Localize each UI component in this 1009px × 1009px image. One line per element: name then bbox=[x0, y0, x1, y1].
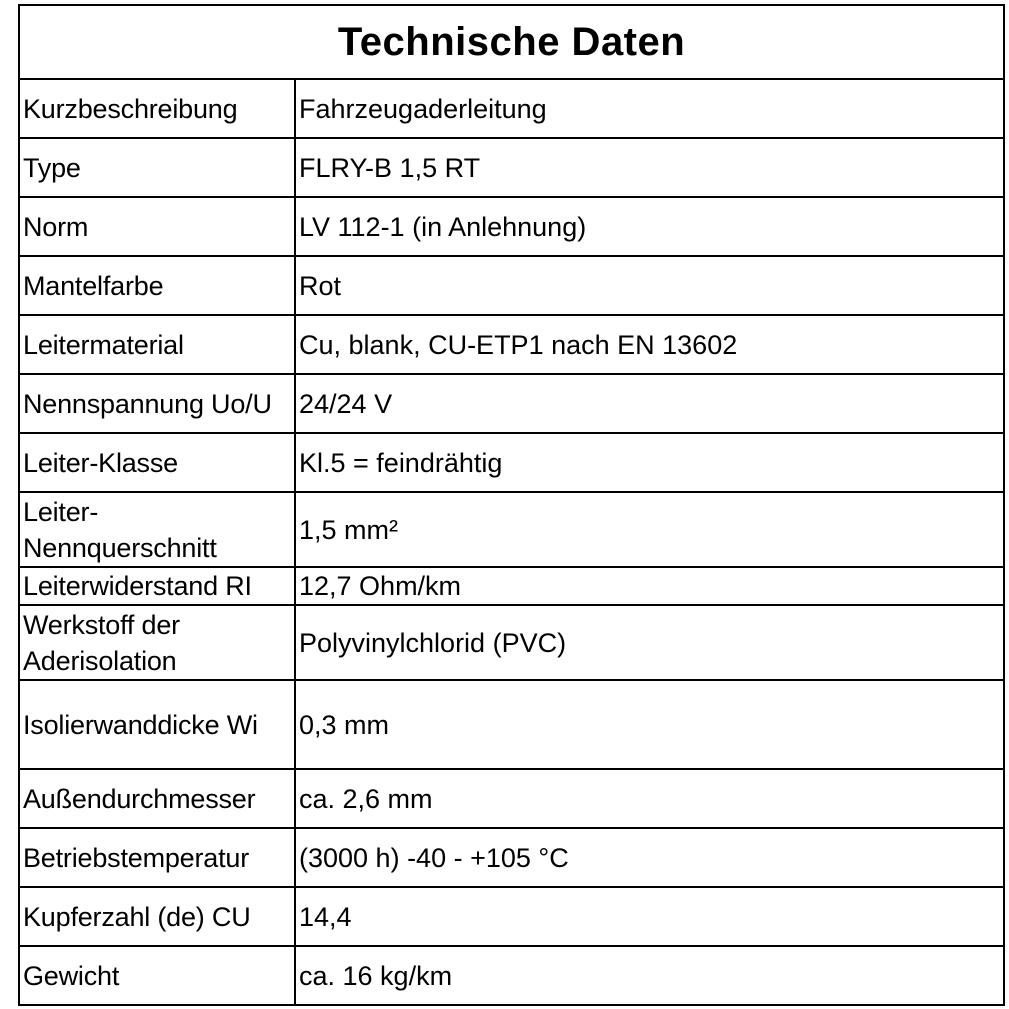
row-label: Leiterwiderstand RI bbox=[19, 567, 295, 605]
table-row bbox=[19, 605, 1004, 680]
table-row bbox=[19, 567, 1004, 605]
table-row bbox=[19, 315, 1004, 374]
table-row bbox=[19, 256, 1004, 315]
row-value: (3000 h) -40 - +105 °C bbox=[295, 828, 1004, 887]
table-row bbox=[19, 197, 1004, 256]
row-label bbox=[19, 492, 295, 567]
row-label-line: Werkstoff der bbox=[23, 609, 180, 640]
row-value: LV 112-1 (in Anlehnung) bbox=[295, 197, 1004, 256]
row-value: FLRY-B 1,5 RT bbox=[295, 138, 1004, 197]
row-label bbox=[19, 605, 295, 680]
row-value: 14,4 bbox=[295, 887, 1004, 946]
row-value: Fahrzeugaderleitung bbox=[295, 79, 1004, 138]
row-label: Betriebstemperatur bbox=[19, 828, 295, 887]
row-value: 1,5 mm² bbox=[295, 492, 1004, 567]
row-value: ca. 2,6 mm bbox=[295, 769, 1004, 828]
table-row bbox=[19, 828, 1004, 887]
table-row bbox=[19, 138, 1004, 197]
row-label-line: Leiter- bbox=[23, 496, 99, 527]
row-label: Mantelfarbe bbox=[19, 256, 295, 315]
technical-data-table bbox=[18, 4, 1005, 1006]
row-value: Rot bbox=[295, 256, 1004, 315]
row-value: 24/24 V bbox=[295, 374, 1004, 433]
table-row bbox=[19, 769, 1004, 828]
row-value: 0,3 mm bbox=[295, 680, 1004, 769]
table-row bbox=[19, 887, 1004, 946]
row-value: Polyvinylchlorid (PVC) bbox=[295, 605, 1004, 680]
row-label: Nennspannung Uo/U bbox=[19, 374, 295, 433]
row-value: Kl.5 = feindrähtig bbox=[295, 433, 1004, 492]
row-label: Norm bbox=[19, 197, 295, 256]
row-label-line: Nennquerschnitt bbox=[23, 532, 217, 563]
row-value: 12,7 Ohm/km bbox=[295, 567, 1004, 605]
row-value: ca. 16 kg/km bbox=[295, 946, 1004, 1005]
table-title-row bbox=[19, 5, 1004, 79]
table-row bbox=[19, 492, 1004, 567]
row-label: Leiter-Klasse bbox=[19, 433, 295, 492]
row-label: Kurzbeschreibung bbox=[19, 79, 295, 138]
row-value: Cu, blank, CU-ETP1 nach EN 13602 bbox=[295, 315, 1004, 374]
table-title: Technische Daten bbox=[19, 5, 1004, 79]
table-row bbox=[19, 946, 1004, 1005]
table-row bbox=[19, 433, 1004, 492]
table-row bbox=[19, 374, 1004, 433]
row-label: Gewicht bbox=[19, 946, 295, 1005]
row-label: Type bbox=[19, 138, 295, 197]
row-label: Außendurchmesser bbox=[19, 769, 295, 828]
row-label-line: Aderisolation bbox=[23, 645, 177, 676]
table-row bbox=[19, 680, 1004, 769]
table-row bbox=[19, 79, 1004, 138]
row-label: Kupferzahl (de) CU bbox=[19, 887, 295, 946]
row-label: Leitermaterial bbox=[19, 315, 295, 374]
row-label: Isolierwanddicke Wi bbox=[19, 680, 295, 769]
